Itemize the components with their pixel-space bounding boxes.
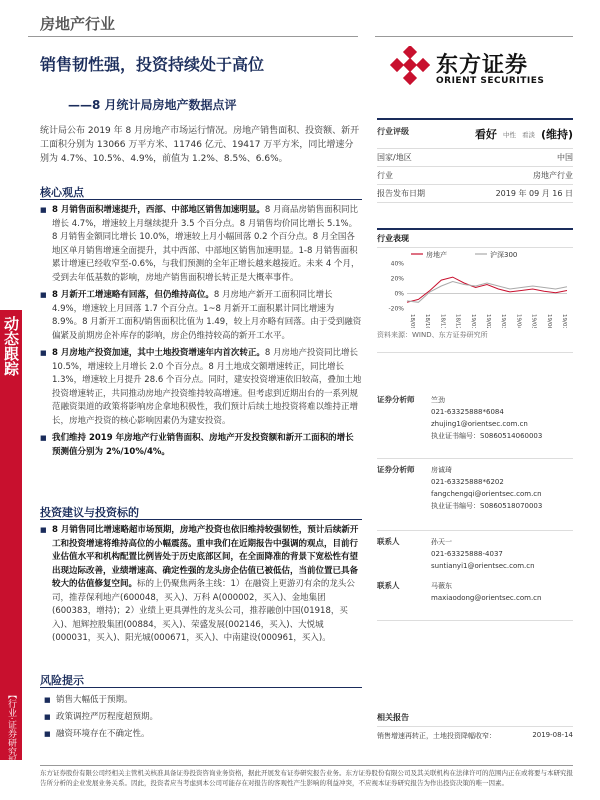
analyst-info xyxy=(431,536,535,572)
page-title: 销售韧性强，投资持续处于高位 xyxy=(40,55,265,74)
analyst-line: 执业证书编号：S0860514060003 xyxy=(431,432,543,440)
footer-divider xyxy=(40,765,573,766)
analyst-line: 房诚琦 xyxy=(431,466,452,474)
risk-section-divider xyxy=(40,687,362,688)
rating-info-row xyxy=(377,149,573,167)
y-tick-label: 20% xyxy=(390,275,404,283)
core-section-title: 核心观点 xyxy=(40,186,84,199)
x-tick-label: 18/12 xyxy=(454,314,461,328)
logo-icon xyxy=(388,46,430,88)
related-title: 相关报告 xyxy=(377,712,573,727)
y-tick-label: 0% xyxy=(394,290,404,298)
related-report-name[interactable]: 销售增速再转正，土地投资降幅收窄： xyxy=(377,732,496,740)
related-report-row[interactable] xyxy=(377,727,573,741)
analyst-role: 联系人 xyxy=(377,581,400,590)
analyst-info xyxy=(431,394,542,442)
legend-label: 房地产 xyxy=(426,251,447,259)
core-point-text: 8 月房地产新开工面积同比增长 4.9%，增速较上月回落 1.7 个百分点。1~8 月新开工面积累计同比增速为 8.9%。8 月新开工面积/销售面积比值为 1.49，较上月亦略有回落。由于受到融资偏紧及前期房企补库存的影响，房企仍维持较高的新开工水平。 xyxy=(52,290,362,341)
analyst-divider xyxy=(377,458,573,459)
y-tick-label: 40% xyxy=(390,260,404,268)
rating-option-bearish: 看淡 xyxy=(521,130,535,139)
page-subtitle: ——8 月统计局房地产数据点评 xyxy=(68,98,237,112)
x-tick-label: 18/11 xyxy=(439,314,446,328)
advice-list xyxy=(40,524,362,650)
rating-info-key: 行业 xyxy=(377,171,393,180)
core-point xyxy=(40,289,362,343)
analyst-role: 证券分析师 xyxy=(377,395,415,404)
rating-info-value: 中国 xyxy=(557,153,573,162)
core-point-emphasis: 我们维持 2019 年房地产行业销售面积、房地产开发投资额和新开工面积的增长预测值分别为 2%/10%/4%。 xyxy=(52,433,354,457)
x-tick-label: 18/09 xyxy=(409,314,415,328)
rating-info-row xyxy=(377,185,573,203)
legend-label: 沪深300 xyxy=(490,251,518,259)
side-strip-label: 动态跟踪 xyxy=(2,316,20,376)
top-divider xyxy=(28,36,358,37)
core-point xyxy=(40,204,362,285)
advice-item xyxy=(40,524,362,646)
logo-text-en: ORIENT SECURITIES xyxy=(436,76,545,86)
y-tick-label: -20% xyxy=(388,305,404,313)
footer-disclaimer: 东方证券股份有限公司经相关主管机关核准具备证券投资咨询业务资格，据此开展发布证券研究报告业务。东方证券股份有限公司及其关联机构在法律许可的范围内正在或将要与本研究报告所分析的企业发展业务关系。因此，投资者应当考虑到本公司可能存在对报告的客观性产生影响的利益冲突，不应视本证券研究报告为作出投资决策的唯一因素。 xyxy=(40,769,573,787)
x-tick-label: 19/07 xyxy=(561,314,567,328)
core-point-emphasis: 8 月销售面积增速提升，西部、中部地区销售加速明显。 xyxy=(52,205,265,215)
chart-title: 行业表现 xyxy=(377,228,573,248)
advice-text: 标的上仍聚焦两条主线：1）在融资上更游刃有余的龙头公司，推荐保利地产(600048，买入)、万科 A(000002，买入)、金地集团(600383，增持)；2）业绩上更具弹性的龙头公司，推荐融创中国(01918，买入)、旭辉控股集团(00884，买入)、荣盛发展(002146，买入)、大悦城(000031，买入)、阳光城(000671，买入)、中南建设(000961，买入)。 xyxy=(52,579,355,643)
x-tick-label: 19/03 xyxy=(500,314,507,328)
analyst-line: 021-63325888*6084 xyxy=(431,408,504,416)
core-point-emphasis: 8 月新开工增速略有回落，但仍维持高位。 xyxy=(52,290,214,300)
rating-info-key: 国家/地区 xyxy=(377,153,412,162)
advice-section-title: 投资建议与投资标的 xyxy=(40,506,139,519)
rating-label: 行业评级 xyxy=(377,127,409,136)
analyst-email[interactable]: maxiaodong@orientsec.com.cn xyxy=(431,594,542,602)
analyst-line: 马薇东 xyxy=(431,582,452,590)
advice-emphasis: 8 月销售同比增速略超市场预期，房地产投资也依旧维持较强韧性，预计后续新开工和投资增速将维持高位的小幅震荡。重申我们在近期报告中强调的观点，目前行业估值水平和机构配置比例皆处于历史底部区间，在全面降准的背景下宽松性有望出现边际改善，业绩增速高、确定性强的龙头房企估值已被低估，当前位置已具备较大的估值修复空间。 xyxy=(52,525,359,589)
rating-info-value: 房地产行业 xyxy=(533,171,573,180)
core-point-emphasis: 8 月房地产投资加速，其中土地投资增速年内首次转正。 xyxy=(52,348,265,358)
analyst-role: 证券分析师 xyxy=(377,465,415,474)
related-report-date: 2019-08-14 xyxy=(532,731,573,739)
chart-source: 资料来源：WIND、东方证券研究所 xyxy=(377,331,488,339)
risk-list xyxy=(40,692,362,743)
logo-text-cn: 东方证券 xyxy=(436,53,529,78)
x-tick-label: 19/01 xyxy=(469,314,476,328)
analyst-info xyxy=(431,464,542,512)
rating-info-value: 2019 年 09 月 16 日 xyxy=(495,189,573,198)
analyst-line: 执业证书编号：S0860518070003 xyxy=(431,502,543,510)
advice-section-divider xyxy=(40,519,362,520)
rating-row xyxy=(377,118,573,149)
analyst-divider xyxy=(377,530,573,531)
intro-paragraph: 统计局公布 2019 年 8 月房地产市场运行情况。房地产销售面积、投资额、新开工面积分别为 13066 万平方米、11746 亿元、19417 万平方米，同比增速分别为 4.7%、10.5%、4.9%，前值为 1.2%、8.5%、6.6%。 xyxy=(40,126,360,164)
core-point-text: 8 月房地产投资同比增长 10.5%，增速较上月增长 2.0 个百分点。8 月土地成交额增速转正，同比增长 1.3%，增速较上月提升 28.6 个百分点。同时，建安投资增速依旧较高，叠加土地投资增速转正，共同推动房地产投资维持较高增速。但考虑到近期出台的一系列规范融资渠道的政策将影响房企拿地积极性，我们预计后续土地投资将难以维持正增长，房地产投资的核心影响因素仍为建安投资。 xyxy=(52,348,362,426)
analyst-email[interactable]: zhujing1@orientsec.com.cn xyxy=(431,420,528,428)
x-tick-label: 19/06 xyxy=(545,314,552,328)
risk-item: ■ 融资环境存在不确定性。 xyxy=(40,726,362,743)
risk-section-title: 风险提示 xyxy=(40,674,84,687)
analyst-line: 孙天一 xyxy=(431,538,452,546)
core-point-text: 8 月商品房销售面积同比增长 4.7%，增速较上月继续提升 3.5 个百分点。8 月销售均价同比增长 5.1%。8 月销售金额同比增长 10.0%，增速较上月小幅回落 0.2 个百分点。8 月全国各地区单月销售增速全面提升，其中西部、中部地区销售加速明显。1-8 月销售面积累计增速已经收窄至-0.6%，与我们预测的全年正增长越来越接近。未来 4 个月，受到去年低基数的影响，房地产销售面积增长转正是大概率事件。 xyxy=(52,205,360,283)
related-reports xyxy=(377,712,573,741)
analyst-email[interactable]: suntianyi1@orientsec.com.cn xyxy=(431,562,535,570)
analyst-role: 联系人 xyxy=(377,537,400,546)
x-tick-label: 19/04 xyxy=(515,314,522,328)
analyst-line: 021-63325888*6202 xyxy=(431,478,504,486)
analyst-line: 021-63325888-4037 xyxy=(431,550,503,558)
rating-info-key: 报告发布日期 xyxy=(377,189,425,198)
company-logo xyxy=(388,46,568,92)
core-point xyxy=(40,432,362,459)
analyst-line: 竺劲 xyxy=(431,396,445,404)
series-line xyxy=(407,277,567,302)
right-divider xyxy=(377,352,573,353)
rating-table xyxy=(377,118,573,203)
chart-svg xyxy=(377,248,573,328)
rating-value: 看好 xyxy=(474,128,497,141)
industry-chart xyxy=(377,228,573,332)
industry-label: 房地产行业 xyxy=(40,15,116,33)
risk-item: ■ 政策调控严厉程度超预期。 xyxy=(40,709,362,726)
x-tick-label: 19/05 xyxy=(530,314,537,328)
rating-status: (维持) xyxy=(540,128,573,141)
risk-item: ■ 销售大幅低于预期。 xyxy=(40,692,362,709)
core-points-list xyxy=(40,204,362,463)
rating-option-neutral: 中性 xyxy=(502,130,516,139)
core-point xyxy=(40,347,362,428)
rating-info-row xyxy=(377,167,573,185)
x-tick-label: 18/10 xyxy=(424,314,431,328)
right-top-divider xyxy=(375,36,573,37)
analyst-email[interactable]: fangchengqi@orientsec.com.cn xyxy=(431,490,542,498)
analyst-info xyxy=(431,580,541,604)
analyst-divider xyxy=(377,620,573,621)
core-section-divider xyxy=(40,199,362,200)
side-strip-category: 【行业·证券研究报告】 xyxy=(6,690,16,783)
x-tick-label: 19/02 xyxy=(485,314,491,328)
